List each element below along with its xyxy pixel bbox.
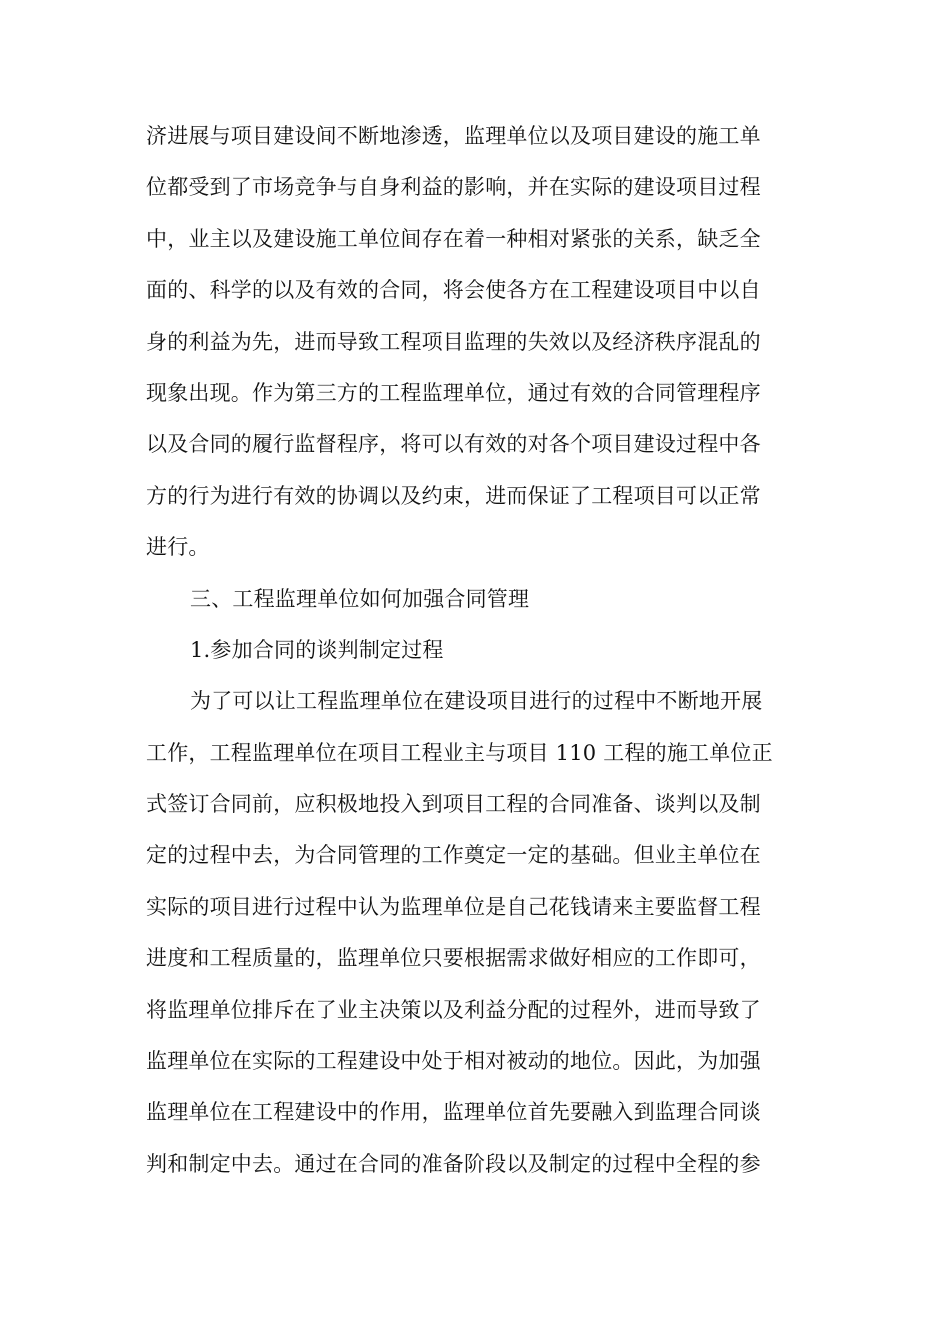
text-line: 将监理单位排斥在了业主决策以及利益分配的过程外，进而导致了 [146, 997, 761, 1022]
text-line: 以及合同的履行监督程序，将可以有效的对各个项目建设过程中各 [146, 432, 761, 457]
text-line: 中，业主以及建设施工单位间存在着一种相对紧张的关系，缺乏全 [146, 226, 761, 251]
text-line: 实际的项目进行过程中认为监理单位是自己花钱请来主要监督工程 [146, 894, 761, 919]
text-line: 工作，工程监理单位在项目工程业主与项目 110 工程的施工单位正 [146, 740, 773, 765]
text-line: 进度和工程质量的，监理单位只要根据需求做好相应的工作即可， [146, 946, 761, 971]
text-line: 式签订合同前，应积极地投入到项目工程的合同准备、谈判以及制 [146, 792, 761, 817]
text-line: 进行。 [146, 535, 210, 560]
section-heading: 三、工程监理单位如何加强合同管理 [190, 586, 530, 611]
text-line: 判和制定中去。通过在合同的准备阶段以及制定的过程中全程的参 [146, 1151, 761, 1176]
text-line: 济进展与项目建设间不断地渗透，监理单位以及项目建设的施工单 [146, 124, 761, 148]
text-line: 面的、科学的以及有效的合同，将会使各方在工程建设项目中以自 [146, 278, 761, 303]
text-line: 为了可以让工程监理单位在建设项目进行的过程中不断地开展 [190, 689, 763, 714]
text-line: 身的利益为先，进而导致工程项目监理的失效以及经济秩序混乱的 [146, 329, 761, 354]
text-line: 位都受到了市场竞争与自身利益的影响，并在实际的建设项目过程 [146, 175, 761, 200]
text-line: 现象出现。作为第三方的工程监理单位，通过有效的合同管理程序 [146, 380, 761, 405]
text-line: 监理单位在工程建设中的作用，监理单位首先要融入到监理合同谈 [146, 1100, 761, 1125]
paragraph-continued [146, 111, 796, 574]
subsection-heading: 1.参加合同的谈判制定过程 [190, 637, 444, 662]
text-line: 定的过程中去，为合同管理的工作奠定一定的基础。但业主单位在 [146, 843, 761, 868]
paragraph [146, 676, 796, 1190]
document-body [146, 111, 796, 1190]
text-line: 方的行为进行有效的协调以及约束，进而保证了工程项目可以正常 [146, 483, 761, 508]
text-line: 监理单位在实际的工程建设中处于相对被动的地位。因此，为加强 [146, 1049, 761, 1074]
